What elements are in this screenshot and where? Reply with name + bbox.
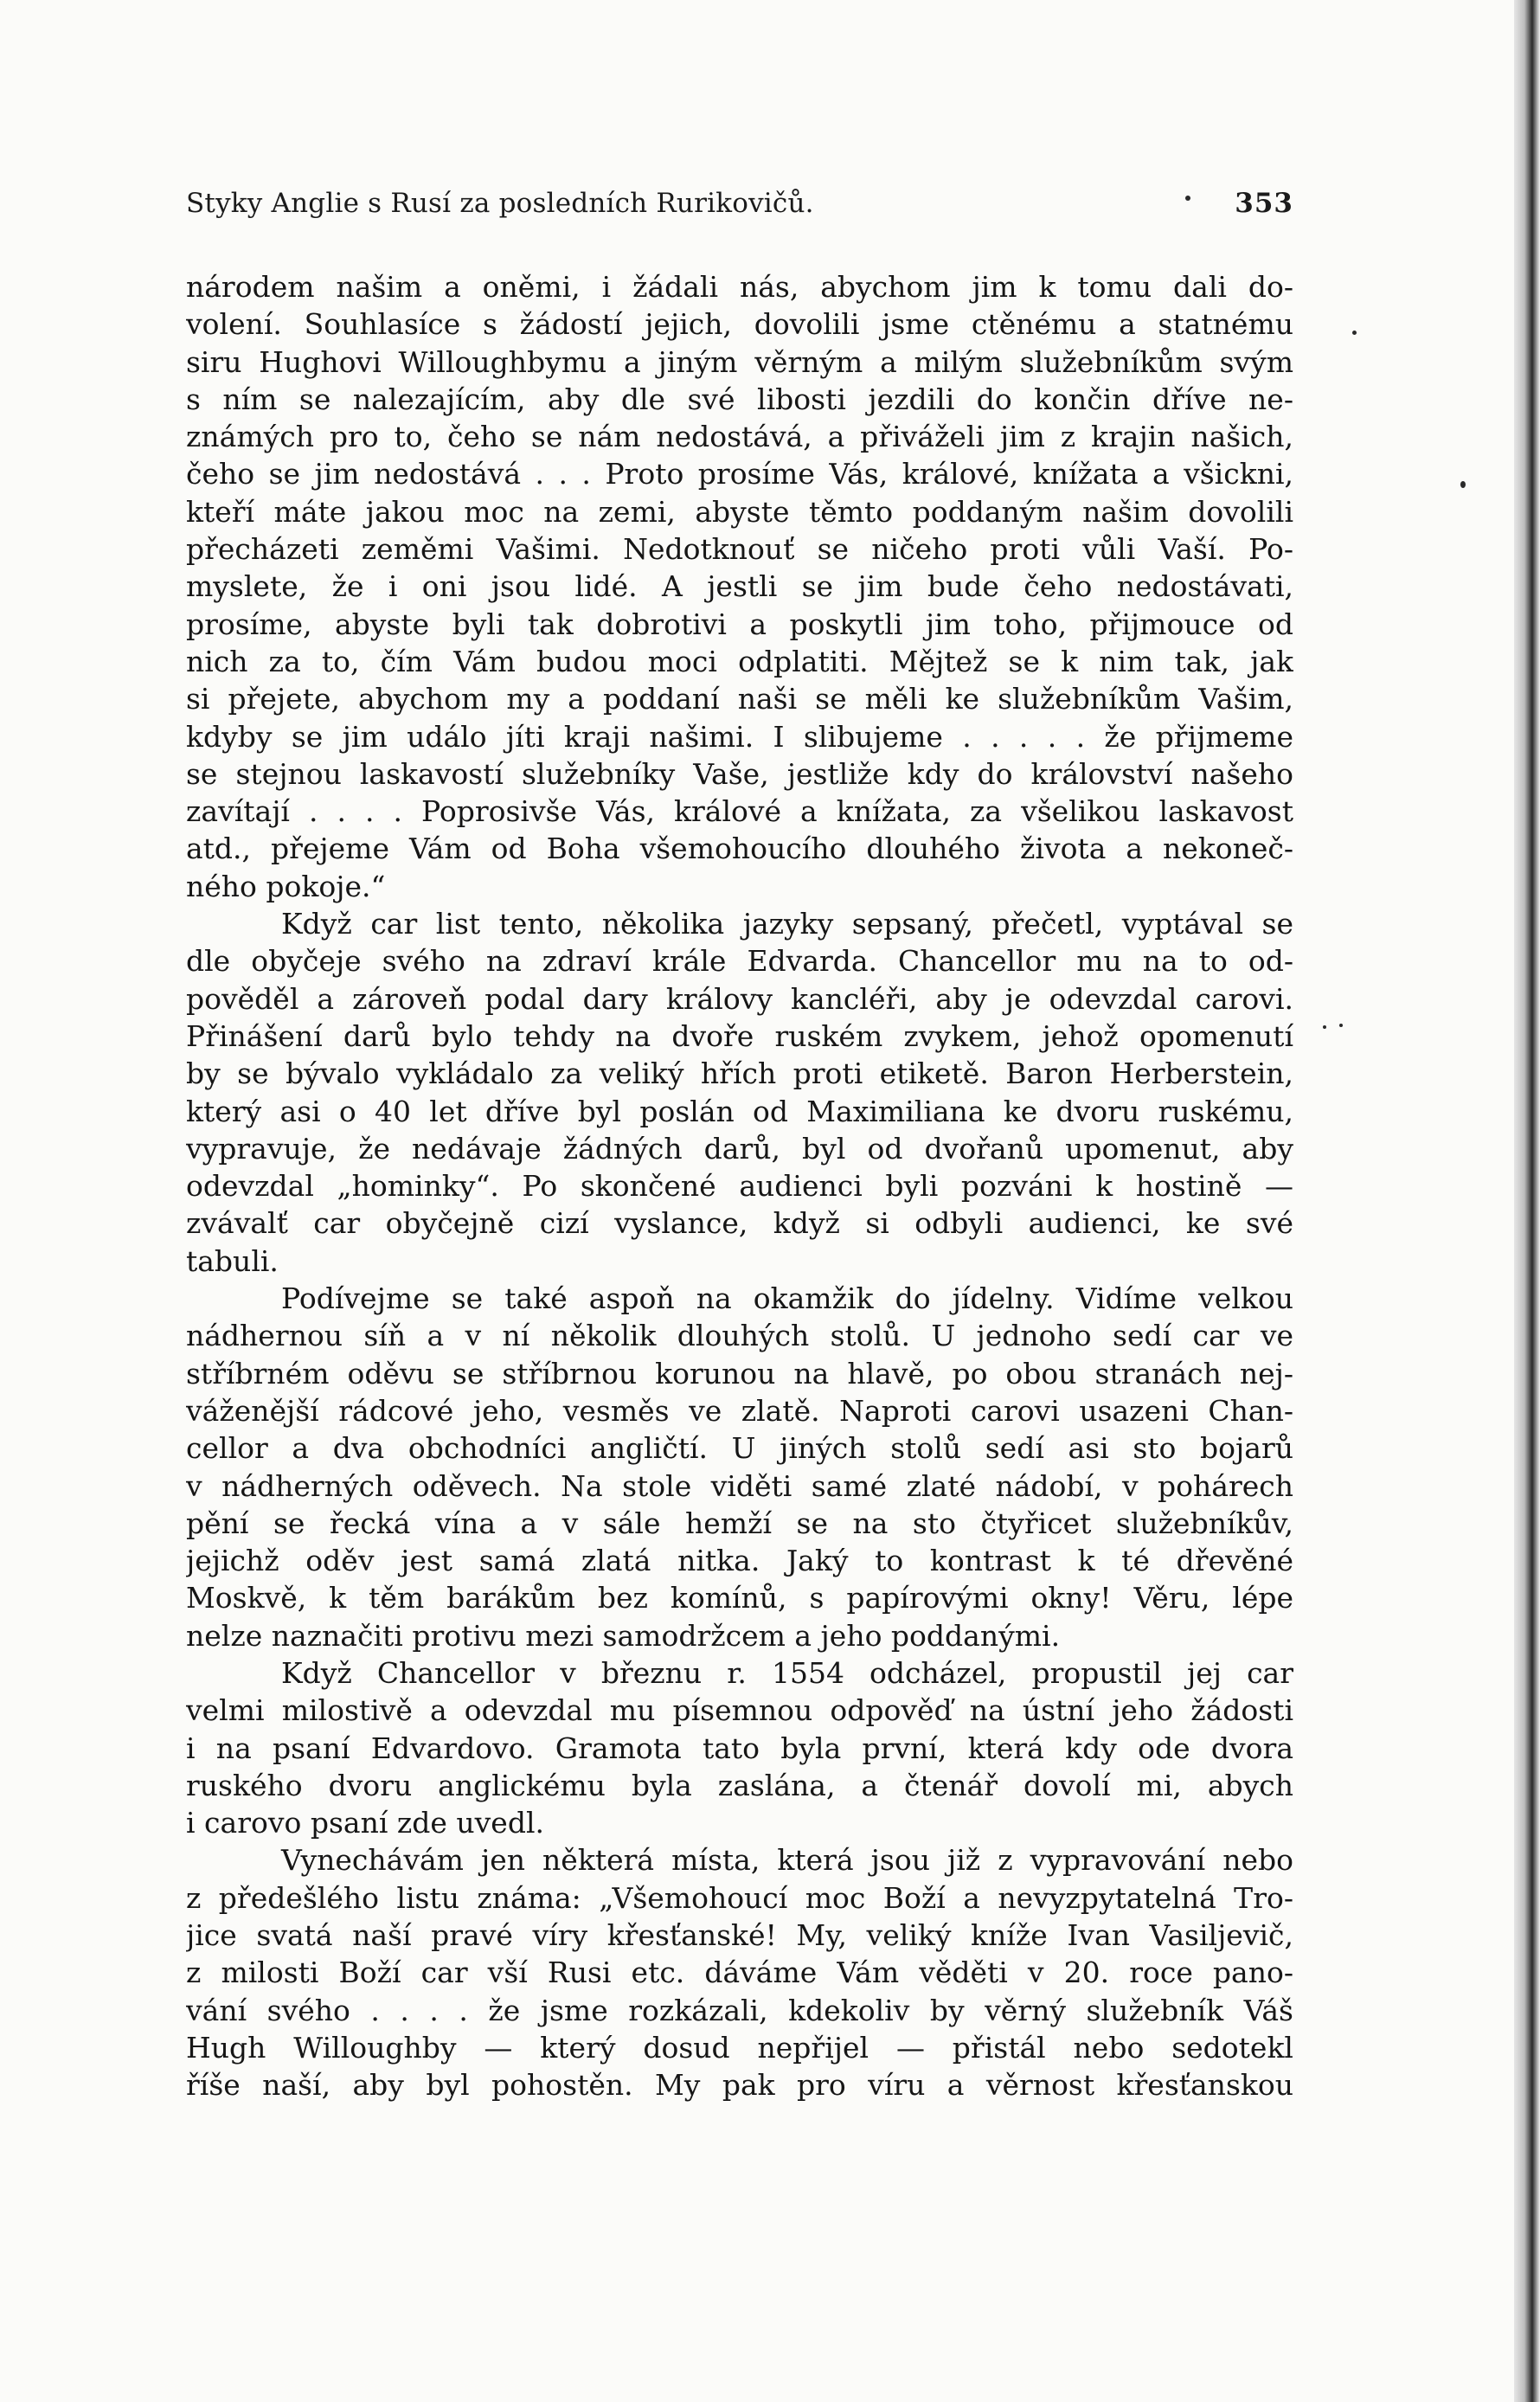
text-line: myslete, že i oni jsou lidé. A jestli se jim bude čeho nedostávati, [186, 569, 1293, 604]
text-line: Hugh Willoughby — který dosud nepřijel — přistál nebo sedotekl [186, 2030, 1293, 2065]
text-line: tabuli. [186, 1243, 279, 1278]
page-number: 353 [1235, 188, 1293, 219]
text-line: volení. Souhlasíce s žádostí jejich, dovolili jsme ctěnému a statnému [186, 307, 1293, 342]
text-line: prosíme, abyste byli tak dobrotivi a poskytli jim toho, přijmouce od [186, 607, 1293, 641]
text-line: by se bývalo vykládalo za veliký hřích proti etiketě. Baron Herberstein, [186, 1056, 1293, 1091]
text-line: v nádherných oděvech. Na stole viděti samé zlaté nádobí, v pohárech [186, 1468, 1293, 1503]
text-line: vypravuje, že nedávaje žádných darů, byl od dvořanů upomenut, aby [186, 1131, 1293, 1166]
text-line: pění se řecká vína a v sále hemží se na sto čtyřicet služebníkův, [186, 1506, 1293, 1540]
text-line: který asi o 40 let dříve byl poslán od Maximiliana ke dvoru ruskému, [186, 1094, 1293, 1128]
text-line: zvávalť car obyčejně cizí vyslance, když si odbyli audienci, ke své [186, 1206, 1293, 1241]
text-line: se stejnou laskavostí služebníky Vaše, jestliže kdy do království našeho [186, 756, 1293, 791]
text-line: z milosti Boží car vší Rusi etc. dáváme Vám věděti v 20. roce pano- [186, 1956, 1293, 1990]
text-line: i carovo psaní zde uvedl. [186, 1806, 544, 1840]
text-line: kdyby se jim událo jíti kraji našimi. I slibujeme . . . . . že přijmeme [186, 719, 1293, 754]
scan-speck [1185, 196, 1190, 201]
text-line: jice svatá naší pravé víry křesťanské! My, veliký kníže Ivan Vasiljevič, [186, 1918, 1293, 1953]
text-line: přecházeti zeměmi Vašimi. Nedotknouť se ničeho proti vůli Vaší. Po- [186, 532, 1293, 567]
text-line: ruského dvoru anglickému byla zaslána, a čtenář dovolí mi, abych [186, 1768, 1293, 1802]
text-line: národem našim a oněmi, i žádali nás, abychom jim k tomu dali do- [186, 270, 1293, 304]
scan-speck [1352, 331, 1357, 335]
text-line: i na psaní Edvardovo. Gramota tato byla první, která kdy ode dvora [186, 1731, 1293, 1765]
text-line: zavítají . . . . Poprosivše Vás, králové a knížata, za všelikou laskavost [186, 794, 1293, 829]
page-edge [1514, 0, 1540, 2402]
text-line: si přejete, abychom my a poddaní naši se měli ke služebníkům Vašim, [186, 682, 1293, 716]
text-line: čeho se jim nedostává . . . Proto prosíme Vás, králové, knížata a všickni, [186, 457, 1293, 491]
text-line: odevzdal „hominky“. Po skončené audienci byli pozváni k hostině — [186, 1169, 1293, 1204]
text-line: z předešlého listu známa: „Všemohoucí moc Boží a nevyzpytatelná Tro- [186, 1880, 1293, 1915]
text-line: ného pokoje.“ [186, 869, 386, 903]
text-line: dle obyčeje svého na zdraví krále Edvarda. Chancellor mu na to od- [186, 944, 1293, 979]
scan-speck [1460, 481, 1466, 488]
scan-speck [1339, 1024, 1343, 1027]
text-line: velmi milostivě a odevzdal mu písemnou odpověď na ústní jeho žádosti [186, 1693, 1293, 1728]
text-line: stříbrném oděvu se stříbrnou korunou na hlavě, po obou stranách nej- [186, 1356, 1293, 1390]
body-text [186, 268, 1293, 2104]
text-line: Moskvě, k těm barákům bez komínů, s papírovými okny! Věru, lépe [186, 1581, 1293, 1615]
text-line: váženější rádcové jeho, vesměs ve zlatě. Naproti carovi usazeni Chan- [186, 1393, 1293, 1428]
text-line: pověděl a zároveň podal dary královy kancléři, aby je odevzdal carovi. [186, 981, 1293, 1016]
text-line: atd., přejeme Vám od Boha všemohoucího dlouhého života a nekoneč- [186, 832, 1293, 866]
text-line: Přinášení darů bylo tehdy na dvoře ruském zvykem, jehož opomenutí [186, 1018, 1293, 1053]
text-line: Když car list tento, několika jazyky sepsaný, přečetl, vyptával se [281, 907, 1293, 941]
text-line: s ním se nalezajícím, aby dle své libosti jezdili do končin dříve ne- [186, 382, 1293, 416]
text-line: siru Hughovi Willoughbymu a jiným věrným a milým služebníkům svým [186, 344, 1293, 379]
text-line: kteří máte jakou moc na zemi, abyste těmto poddaným našim dovolili [186, 494, 1293, 529]
text-line: nádhernou síň a v ní několik dlouhých stolů. U jednoho sedí car ve [186, 1319, 1293, 1353]
running-title: Styky Anglie s Rusí za posledních Rurikovičů. [186, 188, 814, 219]
text-line: Podívejme se také aspoň na okamžik do jídelny. Vidíme velkou [281, 1281, 1293, 1316]
running-header [186, 183, 1293, 232]
text-line: cellor a dva obchodníci angličtí. U jiných stolů sedí asi sto bojarů [186, 1431, 1293, 1466]
text-line: nelze naznačiti protivu mezi samodržcem a jeho poddanými. [186, 1618, 1061, 1653]
text-line: vání svého . . . . že jsme rozkázali, kdekoliv by věrný služebník Váš [186, 1993, 1293, 2027]
text-line: nich za to, čím Vám budou moci odplatiti. Mějtež se k nim tak, jak [186, 644, 1293, 678]
text-line: Když Chancellor v březnu r. 1554 odcházel, propustil jej car [281, 1655, 1293, 1690]
text-line: jejichž oděv jest samá zlatá nitka. Jaký to kontrast k té dřevěné [186, 1544, 1293, 1578]
text-line: říše naší, aby byl pohostěn. My pak pro víru a věrnost křesťanskou [186, 2068, 1293, 2103]
text-line: známých pro to, čeho se nám nedostává, a přiváželi jim z krajin našich, [186, 420, 1293, 454]
scan-speck [1323, 1025, 1326, 1029]
text-line: Vynechávám jen některá místa, která jsou již z vypravování nebo [281, 1843, 1293, 1878]
